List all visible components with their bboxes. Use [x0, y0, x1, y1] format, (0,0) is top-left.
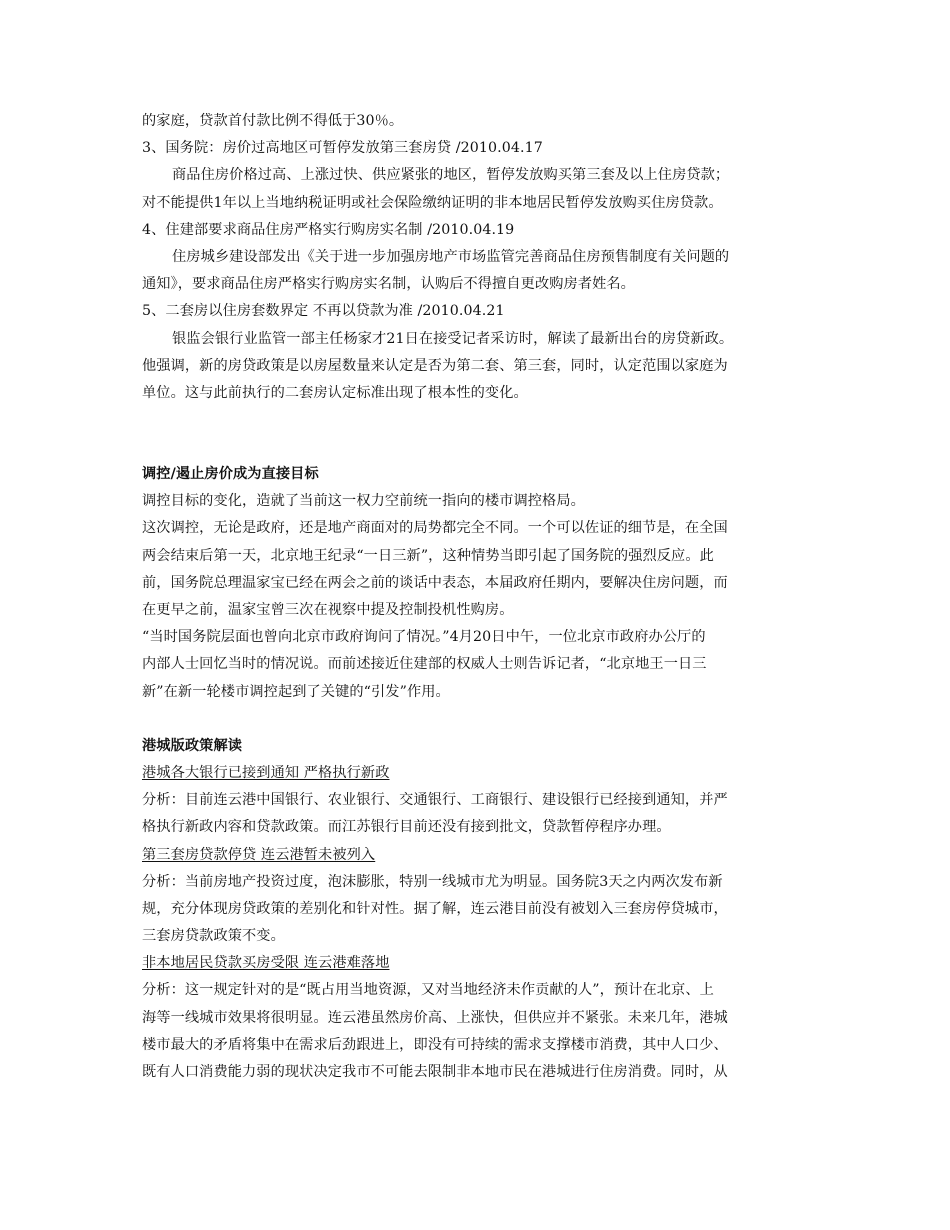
regulation-target-section — [142, 461, 810, 706]
paragraph-line: 既有人口消费能力弱的现状决定我市不可能去限制非本地市民在港城进行住房消费。同时，从 — [142, 1064, 728, 1080]
paragraph-line: 新”在新一轮楼市调控起到了关键的“引发”作用。 — [142, 683, 450, 700]
paragraph-line: 在更早之前，温家宝曾三次在视察中提及控制投机性购房。 — [142, 602, 514, 618]
paragraph-line: 商品住房价格过高、上涨过快、供应紧张的地区，暂停发放购买第三套及以上住房贷款； — [172, 167, 730, 184]
paragraph-line: 银监会银行业监管一部主任杨家才21日在接受记者采访时，解读了最新出台的房贷新政。 — [172, 330, 734, 347]
policy-list-section — [142, 108, 810, 407]
local-policy-section — [142, 733, 810, 1086]
paragraph-line: 他强调，新的房贷政策是以房屋数量来认定是否为第二套、第三套，同时，认定范围以家庭为 — [142, 357, 728, 374]
paragraph-line: 通知》，要求商品住房严格实行购房实名制，认购后不得擅自更改购房者姓名。 — [142, 276, 635, 293]
paragraph-line: 三套房贷款政策不变。 — [142, 928, 285, 945]
paragraph-line: 调控目标的变化，造就了当前这一权力空前统一指向的楼市调控格局。 — [142, 493, 585, 510]
paragraph-line: 内部人士回忆当时的情况说。而前述接近住建部的权威人士则告诉记者，“北京地王一日三 — [142, 656, 707, 673]
section-heading: 调控/遏止房价成为直接目标 — [142, 466, 319, 483]
spacer — [142, 706, 810, 733]
paragraph-line: 的家庭，贷款首付款比例不得低于30％。 — [142, 113, 404, 129]
document-page — [142, 108, 810, 1086]
policy-item-title: 5、二套房以住房套数界定 不再以贷款为准 /2010.04.21 — [142, 303, 505, 320]
paragraph-line: 分析：这一规定针对的是“既占用当地资源，又对当地经济未作贡献的人”，预计在北京、上 — [142, 982, 714, 999]
paragraph-line: 楼市最大的矛盾将集中在需求后劲跟进上，即没有可持续的需求支撑楼市消费，其中人口少、 — [142, 1036, 728, 1053]
paragraph-line: 分析：目前连云港中国银行、农业银行、交通银行、工商银行、建设银行已经接到通知，并严 — [142, 792, 728, 809]
underlined-subheading: 非本地居民贷款买房受限 连云港难落地 — [142, 955, 390, 972]
paragraph-line: 单位。这与此前执行的二套房认定标准出现了根本性的变化。 — [142, 384, 528, 401]
paragraph-line: 这次调控，无论是政府，还是地产商面对的局势都完全不同。一个可以佐证的细节是，在全国 — [142, 520, 728, 537]
paragraph-line: 分析：当前房地产投资过度，泡沫膨胀，特别一线城市尤为明显。国务院3天之内两次发布新 — [142, 873, 723, 890]
section-heading: 港城版政策解读 — [142, 737, 243, 754]
paragraph-line: 两会结束后第一天，北京地王纪录“一日三新”，这种情势当即引起了国务院的强烈反应。此 — [142, 547, 714, 564]
paragraph-line: 规，充分体现房贷政策的差别化和针对性。据了解，连云港目前没有被划入三套房停贷城市， — [142, 900, 728, 917]
paragraph-line: “当时国务院层面也曾向北京市政府询问了情况。”4月20日中午，一位北京市政府办公厅的 — [142, 629, 706, 646]
paragraph-line: 对不能提供1年以上当地纳税证明或社会保险缴纳证明的非本地居民暂停发放购买住房贷款。 — [142, 194, 723, 211]
spacer — [142, 407, 810, 461]
underlined-subheading: 第三套房贷款停贷 连云港暂未被列入 — [142, 846, 376, 863]
policy-item-title: 3、国务院：房价过高地区可暂停发放第三套房贷 /2010.04.17 — [142, 140, 543, 157]
policy-item-title: 4、住建部要求商品住房严格实行购房实名制 /2010.04.19 — [142, 221, 515, 238]
paragraph-line: 前，国务院总理温家宝已经在两会之前的谈话中表态，本届政府任期内，要解决住房问题，而 — [142, 574, 728, 591]
paragraph-line: 住房城乡建设部发出《关于进一步加强房地产市场监管完善商品住房预售制度有关问题的 — [172, 248, 730, 265]
paragraph-line: 海等一线城市效果将很明显。连云港虽然房价高、上涨快，但供应并不紧张。未来几年，港城 — [142, 1009, 728, 1026]
paragraph-line: 格执行新政内容和贷款政策。而江苏银行目前还没有接到批文，贷款暂停程序办理。 — [142, 819, 671, 836]
underlined-subheading: 港城各大银行已接到通知 严格执行新政 — [142, 764, 390, 781]
